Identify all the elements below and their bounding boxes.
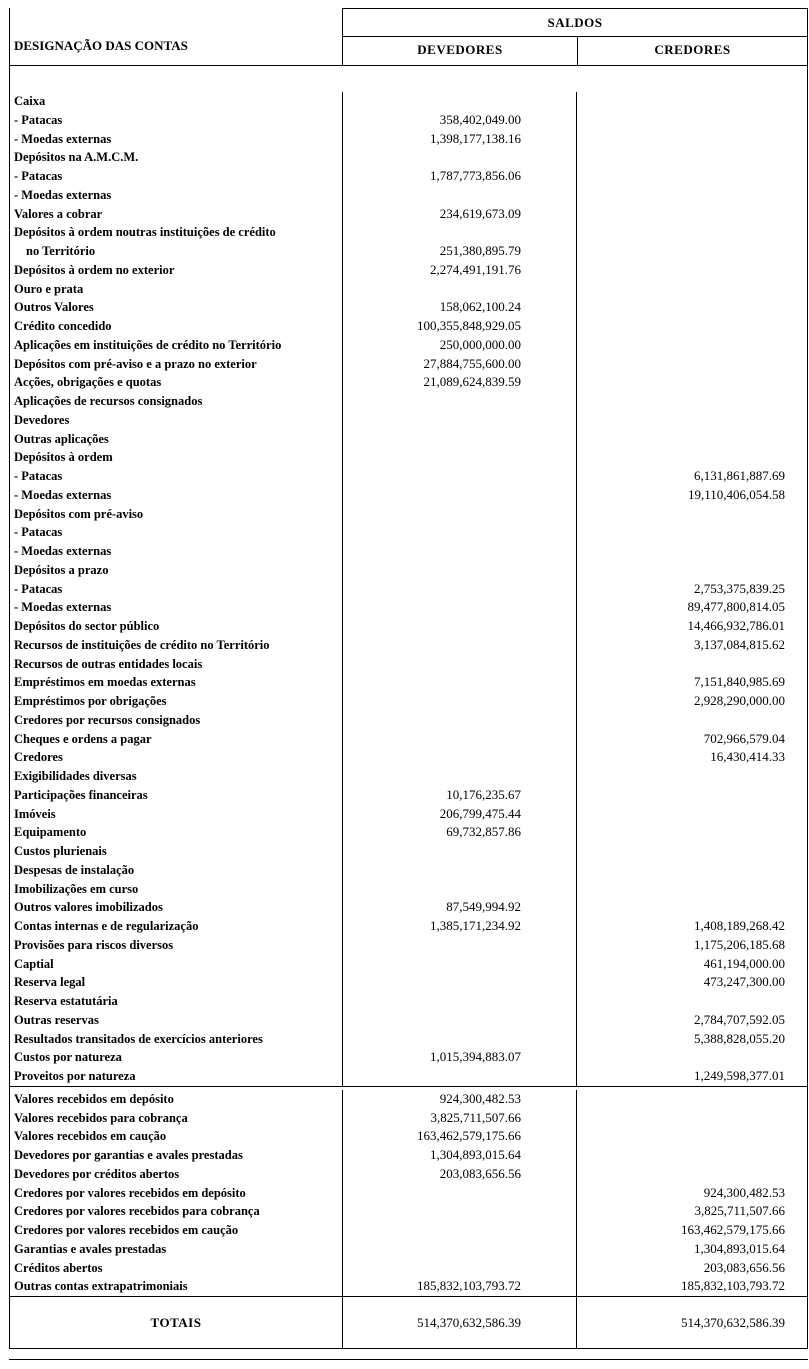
devedores-value bbox=[342, 523, 576, 542]
credores-value bbox=[576, 1109, 807, 1128]
table-row bbox=[10, 655, 807, 674]
devedores-value: 185,832,103,793.72 bbox=[342, 1277, 576, 1296]
table-row bbox=[10, 730, 807, 749]
account-label: Caixa bbox=[14, 94, 46, 108]
credores-value: 2,784,707,592.05 bbox=[576, 1011, 807, 1030]
devedores-value bbox=[342, 973, 576, 992]
devedores-value: 358,402,049.00 bbox=[342, 111, 576, 130]
devedores-value: 10,176,235.67 bbox=[342, 786, 576, 805]
table-row bbox=[10, 1109, 807, 1128]
account-label: Devedores por garantias e avales prestadas bbox=[14, 1148, 243, 1162]
devedores-value bbox=[342, 861, 576, 880]
devedores-value: 27,884,755,600.00 bbox=[342, 355, 576, 374]
credores-value bbox=[576, 186, 807, 205]
devedores-value: 1,304,893,015.64 bbox=[342, 1146, 576, 1165]
table-row bbox=[10, 223, 807, 242]
account-label: Valores recebidos em depósito bbox=[14, 1091, 174, 1106]
credores-value bbox=[576, 448, 807, 467]
credores-value bbox=[576, 392, 807, 411]
account-label: Empréstimos em moedas externas bbox=[14, 675, 196, 690]
credores-value: 924,300,482.53 bbox=[576, 1184, 807, 1203]
table-row bbox=[10, 111, 807, 130]
table-row bbox=[10, 617, 807, 636]
account-label: Cheques e ordens a pagar bbox=[14, 731, 152, 746]
credores-value: 473,247,300.00 bbox=[576, 973, 807, 992]
account-label: Ouro e prata bbox=[14, 281, 84, 296]
devedores-value: 924,300,482.53 bbox=[342, 1090, 576, 1109]
credores-value bbox=[576, 130, 807, 149]
account-label: Valores recebidos para cobrança bbox=[14, 1110, 188, 1125]
table-row bbox=[10, 861, 807, 880]
table-row bbox=[10, 430, 807, 449]
account-label: Recursos de outras entidades locais bbox=[14, 656, 203, 671]
devedores-value bbox=[342, 561, 576, 580]
account-label: Outras contas extrapatrimoniais bbox=[14, 1279, 188, 1294]
devedores-value bbox=[342, 280, 576, 299]
credores-value bbox=[576, 1146, 807, 1165]
credores-value bbox=[576, 523, 807, 542]
devedores-value: 1,385,171,234.92 bbox=[342, 917, 576, 936]
devedores-value bbox=[342, 636, 576, 655]
credores-value bbox=[576, 786, 807, 805]
table-row bbox=[10, 448, 807, 467]
account-label: Imóveis bbox=[14, 806, 56, 821]
account-label: Custos plurienais bbox=[14, 844, 107, 858]
credores-value: 14,466,932,786.01 bbox=[576, 617, 807, 636]
devedores-value bbox=[342, 767, 576, 786]
table-row bbox=[10, 1202, 807, 1221]
credores-value bbox=[576, 1127, 807, 1146]
credores-value bbox=[576, 805, 807, 824]
credores-value bbox=[576, 411, 807, 430]
devedores-value bbox=[342, 655, 576, 674]
credores-value: 19,110,406,054.58 bbox=[576, 486, 807, 505]
credores-value: 2,928,290,000.00 bbox=[576, 692, 807, 711]
credores-value bbox=[576, 205, 807, 224]
credores-value: 7,151,840,985.69 bbox=[576, 673, 807, 692]
devedores-value bbox=[342, 505, 576, 524]
credores-value bbox=[576, 261, 807, 280]
credores-value: 1,408,189,268.42 bbox=[576, 917, 807, 936]
account-label: Outras aplicações bbox=[14, 431, 109, 446]
table-row bbox=[10, 580, 807, 599]
table-row bbox=[10, 1221, 807, 1240]
credores-value bbox=[576, 823, 807, 842]
account-label: Proveitos por natureza bbox=[14, 1069, 136, 1083]
credores-value bbox=[576, 767, 807, 786]
account-label: Credores por valores recebidos em depósito bbox=[14, 1185, 246, 1200]
account-label: - Moedas externas bbox=[14, 600, 112, 615]
table-row bbox=[10, 992, 807, 1011]
credores-value bbox=[576, 298, 807, 317]
credores-value: 3,825,711,507.66 bbox=[576, 1202, 807, 1221]
table-row bbox=[10, 1240, 807, 1259]
credores-value: 1,175,206,185.68 bbox=[576, 936, 807, 955]
credores-value: 5,388,828,055.20 bbox=[576, 1030, 807, 1049]
devedores-value bbox=[342, 730, 576, 749]
main-rows-section bbox=[10, 66, 807, 1086]
table-row bbox=[10, 130, 807, 149]
saldos-subheaders bbox=[343, 37, 807, 65]
credores-value bbox=[576, 373, 807, 392]
credores-value: 3,137,084,815.62 bbox=[576, 636, 807, 655]
table-row bbox=[10, 598, 807, 617]
devedores-value: 163,462,579,175.66 bbox=[342, 1127, 576, 1146]
totals-label: TOTAIS bbox=[150, 1315, 202, 1330]
table-row bbox=[10, 1067, 807, 1086]
account-label: Depósitos com pré-aviso e a prazo no exterior bbox=[14, 356, 257, 371]
table-row bbox=[10, 1184, 807, 1203]
account-label: Devedores bbox=[14, 412, 70, 427]
credores-value bbox=[576, 355, 807, 374]
credores-value bbox=[576, 542, 807, 561]
credores-value: 185,832,103,793.72 bbox=[576, 1277, 807, 1296]
devedores-value bbox=[342, 1259, 576, 1278]
credores-value bbox=[576, 280, 807, 299]
credores-value: 461,194,000.00 bbox=[576, 955, 807, 974]
table-row bbox=[10, 692, 807, 711]
table-row bbox=[10, 205, 807, 224]
credores-value bbox=[576, 561, 807, 580]
account-label: - Patacas bbox=[14, 112, 63, 127]
devedores-value: 3,825,711,507.66 bbox=[342, 1109, 576, 1128]
account-label: Empréstimos por obrigações bbox=[14, 694, 167, 708]
credores-value bbox=[576, 861, 807, 880]
devedores-value bbox=[342, 711, 576, 730]
accounts-column-header: DESIGNAÇÃO DAS CONTAS bbox=[14, 38, 188, 53]
devedores-value bbox=[342, 1011, 576, 1030]
table-row bbox=[10, 542, 807, 561]
table-row bbox=[10, 467, 807, 486]
table-header bbox=[10, 8, 807, 66]
credores-value: 702,966,579.04 bbox=[576, 730, 807, 749]
account-label: Aplicações de recursos consignados bbox=[14, 394, 203, 408]
credores-value bbox=[576, 167, 807, 186]
credores-value bbox=[576, 1090, 807, 1109]
devedores-value: 100,355,848,929.05 bbox=[342, 317, 576, 336]
account-label: Outras reservas bbox=[14, 1012, 99, 1027]
account-label: Recursos de instituições de crédito no Território bbox=[14, 637, 270, 652]
account-label: Depósitos do sector público bbox=[14, 619, 160, 633]
account-label: Depósitos na A.M.C.M. bbox=[14, 150, 139, 165]
credores-value bbox=[576, 655, 807, 674]
table-row bbox=[10, 898, 807, 917]
table-row bbox=[10, 298, 807, 317]
devedores-value bbox=[342, 467, 576, 486]
table-row bbox=[10, 823, 807, 842]
devedores-value bbox=[342, 1221, 576, 1240]
saldos-header: SALDOS bbox=[343, 9, 807, 37]
table-row bbox=[10, 673, 807, 692]
account-label: Despesas de instalação bbox=[14, 862, 135, 877]
table-row bbox=[10, 786, 807, 805]
credores-value bbox=[576, 1048, 807, 1067]
account-label: Reserva legal bbox=[14, 975, 86, 990]
devedores-value bbox=[342, 748, 576, 767]
table-row bbox=[10, 355, 807, 374]
devedores-value: 1,398,177,138.16 bbox=[342, 130, 576, 149]
devedores-value bbox=[342, 542, 576, 561]
credores-value bbox=[576, 992, 807, 1011]
account-label: no Território bbox=[26, 244, 96, 258]
devedores-column-header: DEVEDORES bbox=[417, 42, 503, 57]
saldos-header-block bbox=[342, 8, 807, 65]
table-row bbox=[10, 561, 807, 580]
credores-value bbox=[576, 842, 807, 861]
devedores-value bbox=[342, 955, 576, 974]
credores-value bbox=[576, 242, 807, 261]
table-row bbox=[10, 936, 807, 955]
account-label: Resultados transitados de exercícios anteriores bbox=[14, 1031, 263, 1046]
account-label: Credores por valores recebidos em caução bbox=[14, 1223, 239, 1237]
credores-value bbox=[576, 898, 807, 917]
account-label: Credores por recursos consignados bbox=[14, 712, 201, 727]
credores-value bbox=[576, 880, 807, 899]
devedores-value bbox=[342, 92, 576, 111]
devedores-value bbox=[342, 880, 576, 899]
credores-value bbox=[576, 317, 807, 336]
table-row bbox=[10, 280, 807, 299]
table-row bbox=[10, 711, 807, 730]
devedores-value bbox=[342, 617, 576, 636]
accounts-table bbox=[9, 8, 808, 1349]
account-label: Créditos abertos bbox=[14, 1260, 103, 1275]
table-row bbox=[10, 523, 807, 542]
table-row bbox=[10, 392, 807, 411]
account-label: - Moedas externas bbox=[14, 544, 112, 558]
table-row bbox=[10, 880, 807, 899]
table-row bbox=[10, 167, 807, 186]
devedores-value: 203,083,656.56 bbox=[342, 1165, 576, 1184]
credores-value: 16,430,414.33 bbox=[576, 748, 807, 767]
devedores-value bbox=[342, 148, 576, 167]
account-label: - Patacas bbox=[14, 169, 63, 183]
devedores-value bbox=[342, 673, 576, 692]
account-label: - Patacas bbox=[14, 469, 63, 483]
devedores-value bbox=[342, 936, 576, 955]
account-label: Captial bbox=[14, 956, 54, 971]
account-label: Equipamento bbox=[14, 825, 87, 840]
devedores-value bbox=[342, 1202, 576, 1221]
table-row bbox=[10, 92, 807, 111]
table-row bbox=[10, 336, 807, 355]
account-label: Outros Valores bbox=[14, 300, 94, 315]
credores-value: 203,083,656.56 bbox=[576, 1259, 807, 1278]
table-row bbox=[10, 973, 807, 992]
account-label: Credores por valores recebidos para cobrança bbox=[14, 1204, 260, 1219]
account-label: Depósitos à ordem bbox=[14, 450, 113, 465]
credores-value bbox=[576, 148, 807, 167]
devedores-value: 1,015,394,883.07 bbox=[342, 1048, 576, 1067]
devedores-value bbox=[342, 992, 576, 1011]
devedores-value bbox=[342, 486, 576, 505]
table-row bbox=[10, 1011, 807, 1030]
devedores-value: 158,062,100.24 bbox=[342, 298, 576, 317]
table-row bbox=[10, 955, 807, 974]
credores-value: 1,249,598,377.01 bbox=[576, 1067, 807, 1086]
devedores-value bbox=[342, 598, 576, 617]
credores-value bbox=[576, 111, 807, 130]
devedores-value bbox=[342, 448, 576, 467]
account-label: - Moedas externas bbox=[14, 487, 112, 502]
devedores-value bbox=[342, 1240, 576, 1259]
table-row bbox=[10, 505, 807, 524]
devedores-value bbox=[342, 842, 576, 861]
devedores-value bbox=[342, 1030, 576, 1049]
devedores-value bbox=[342, 392, 576, 411]
table-row bbox=[10, 1259, 807, 1278]
account-label: Acções, obrigações e quotas bbox=[14, 375, 162, 390]
account-label: Participações financeiras bbox=[14, 787, 148, 802]
devedores-value bbox=[342, 580, 576, 599]
account-label: Credores bbox=[14, 750, 63, 765]
devedores-value bbox=[342, 692, 576, 711]
devedores-value bbox=[342, 430, 576, 449]
account-label: - Patacas bbox=[14, 581, 63, 596]
account-label: Devedores por créditos abertos bbox=[14, 1166, 180, 1181]
devedores-value: 2,274,491,191.76 bbox=[342, 261, 576, 280]
account-label: Custos por natureza bbox=[14, 1050, 122, 1065]
credores-value bbox=[576, 92, 807, 111]
table-row bbox=[10, 1127, 807, 1146]
credores-value bbox=[576, 505, 807, 524]
table-row bbox=[10, 842, 807, 861]
table-row bbox=[10, 767, 807, 786]
account-label: Contas internas e de regularização bbox=[14, 919, 199, 933]
table-row bbox=[10, 317, 807, 336]
devedores-value bbox=[342, 186, 576, 205]
table-row bbox=[10, 242, 807, 261]
account-label: Exigibilidades diversas bbox=[14, 769, 137, 783]
account-label: Crédito concedido bbox=[14, 319, 112, 333]
credores-value bbox=[576, 1165, 807, 1184]
totals-devedores-value: 514,370,632,586.39 bbox=[342, 1297, 576, 1348]
devedores-value: 87,549,994.92 bbox=[342, 898, 576, 917]
credores-column-header: CREDORES bbox=[577, 37, 807, 65]
table-row bbox=[10, 148, 807, 167]
account-label: Outros valores imobilizados bbox=[14, 900, 163, 915]
credores-value: 2,753,375,839.25 bbox=[576, 580, 807, 599]
table-row bbox=[10, 1030, 807, 1049]
table-row bbox=[10, 1048, 807, 1067]
table-row bbox=[10, 636, 807, 655]
bottom-rule bbox=[9, 1359, 808, 1360]
credores-value bbox=[576, 430, 807, 449]
credores-value: 89,477,800,814.05 bbox=[576, 598, 807, 617]
account-label: - Patacas bbox=[14, 525, 63, 540]
devedores-value bbox=[342, 1067, 576, 1086]
table-row bbox=[10, 748, 807, 767]
account-label: Depósitos à ordem no exterior bbox=[14, 262, 175, 277]
account-label: Depósitos a prazo bbox=[14, 562, 109, 577]
credores-value bbox=[576, 336, 807, 355]
totals-row bbox=[10, 1296, 807, 1348]
account-label: Provisões para riscos diversos bbox=[14, 937, 174, 952]
devedores-value: 234,619,673.09 bbox=[342, 205, 576, 224]
table-row bbox=[10, 1090, 807, 1109]
devedores-value: 251,380,895.79 bbox=[342, 242, 576, 261]
table-row bbox=[10, 373, 807, 392]
devedores-value: 1,787,773,856.06 bbox=[342, 167, 576, 186]
account-label: Aplicações em instituições de crédito no Território bbox=[14, 337, 282, 352]
devedores-value: 206,799,475.44 bbox=[342, 805, 576, 824]
account-label: Imobilizações em curso bbox=[14, 881, 139, 896]
devedores-value: 21,089,624,839.59 bbox=[342, 373, 576, 392]
table-row bbox=[10, 1277, 807, 1296]
devedores-value: 250,000,000.00 bbox=[342, 336, 576, 355]
table-row bbox=[10, 411, 807, 430]
devedores-value bbox=[342, 1184, 576, 1203]
extrapatrimonial-rows-section bbox=[10, 1086, 807, 1296]
table-row bbox=[10, 261, 807, 280]
table-row bbox=[10, 186, 807, 205]
devedores-value bbox=[342, 411, 576, 430]
credores-value: 163,462,579,175.66 bbox=[576, 1221, 807, 1240]
devedores-value: 69,732,857.86 bbox=[342, 823, 576, 842]
account-label: Depósitos com pré-aviso bbox=[14, 506, 144, 521]
table-row bbox=[10, 486, 807, 505]
table-row bbox=[10, 917, 807, 936]
totals-credores-value: 514,370,632,586.39 bbox=[576, 1297, 807, 1348]
devedores-value bbox=[342, 223, 576, 242]
account-label: Depósitos à ordem noutras instituições de crédito bbox=[14, 225, 276, 240]
credores-value: 1,304,893,015.64 bbox=[576, 1240, 807, 1259]
account-label: - Moedas externas bbox=[14, 187, 112, 202]
table-row bbox=[10, 1165, 807, 1184]
account-label: Valores recebidos em caução bbox=[14, 1129, 167, 1144]
account-label: Valores a cobrar bbox=[14, 206, 103, 221]
table-row bbox=[10, 1146, 807, 1165]
account-label: Reserva estatutária bbox=[14, 994, 118, 1008]
credores-value bbox=[576, 223, 807, 242]
account-label: Garantias e avales prestadas bbox=[14, 1241, 167, 1256]
account-label: - Moedas externas bbox=[14, 131, 112, 146]
table-row bbox=[10, 805, 807, 824]
credores-value: 6,131,861,887.69 bbox=[576, 467, 807, 486]
credores-value bbox=[576, 711, 807, 730]
